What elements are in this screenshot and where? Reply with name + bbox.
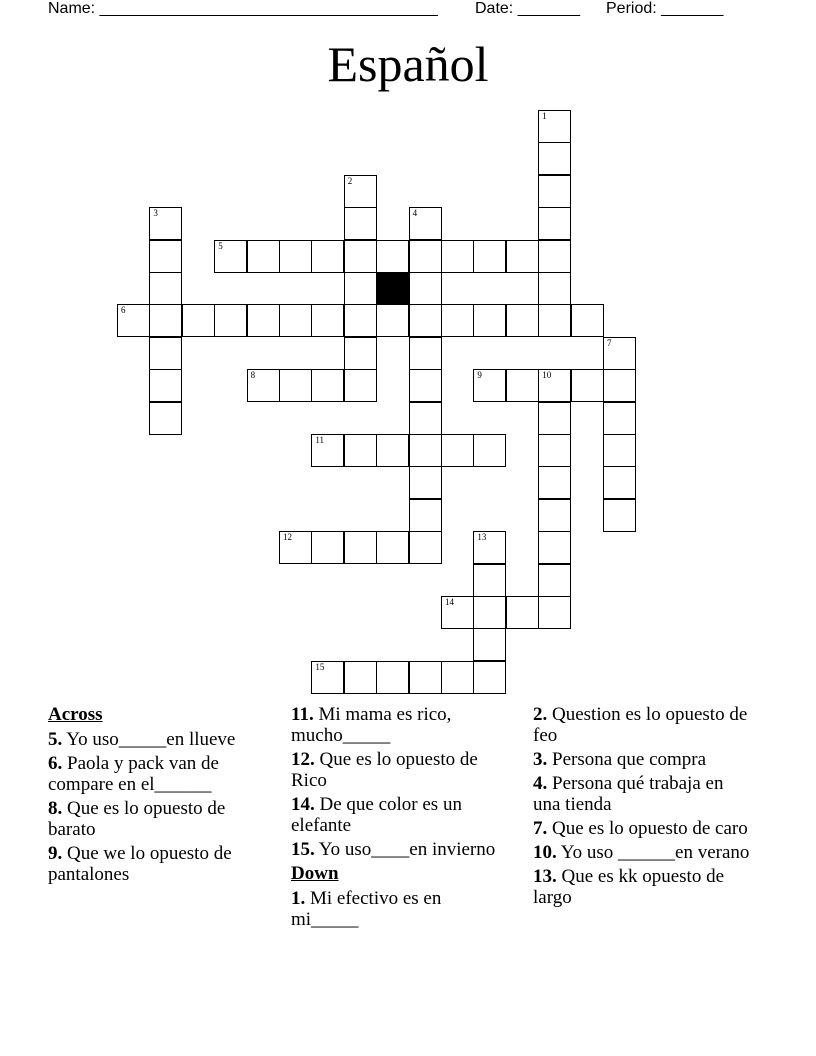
crossword-cell[interactable] [376,531,409,564]
clue-across-14: 14. De que color es un elefante [291,794,462,836]
clue-number: 3 [153,208,158,219]
crossword-cell[interactable] [376,304,409,337]
clue-number: 9 [477,370,482,381]
clue-across-8: 8. Que es lo opuesto de barato [48,798,226,840]
crossword-cell[interactable] [149,304,182,337]
crossword-cell[interactable] [149,369,182,402]
clues-column-3 [533,704,753,911]
crossword-cell[interactable] [538,499,571,532]
crossword-cell[interactable] [344,434,377,467]
puzzle-title: Español [327,36,489,92]
crossword-cell[interactable] [473,596,506,629]
clue-down-1: 1. Mi efectivo es en mi_____ [291,888,442,930]
crossword-cell[interactable] [409,272,442,305]
crossword-cell[interactable] [409,466,442,499]
crossword-cell[interactable] [247,304,280,337]
crossword-cell[interactable] [538,175,571,208]
clue-down-10: 10. Yo uso ______en verano [533,842,750,863]
crossword-cell[interactable] [603,369,636,402]
across-heading: Across [48,704,103,725]
crossword-cell[interactable] [409,499,442,532]
clue-down-13: 13. Que es kk opuesto de largo [533,866,725,908]
clue-number: 7 [607,337,612,348]
crossword-cell[interactable] [344,369,377,402]
clue-number: 5 [218,240,223,251]
crossword-cell[interactable] [149,337,182,370]
crossword-cell[interactable] [409,531,442,564]
clue-down-4: 4. Persona qué trabaja en una tienda [533,773,724,815]
clue-down-3: 3. Persona que compra [533,749,707,770]
crossword-cell[interactable] [538,207,571,240]
crossword-cell[interactable] [311,661,344,694]
crossword-cell[interactable] [149,272,182,305]
crossword-cell[interactable] [441,304,474,337]
crossword-cell[interactable] [149,207,182,240]
clue-number: 15 [315,661,325,672]
crossword-cell[interactable] [344,240,377,273]
clue-across-6: 6. Paola y pack van de compare en el______ [48,753,219,795]
crossword-cell[interactable] [473,304,506,337]
crossword-cell[interactable] [473,369,506,402]
crossword-cell[interactable] [441,661,474,694]
crossword-cell[interactable] [409,661,442,694]
clue-number: 1 [542,111,547,121]
crossword-cell[interactable] [344,661,377,694]
crossword-cell[interactable] [538,369,571,402]
clue-across-5: 5. Yo uso_____en llueve [48,729,236,750]
crossword-cell[interactable] [344,304,377,337]
crossword-cell[interactable] [473,661,506,694]
crossword-cell[interactable] [409,434,442,467]
clue-across-11: 11. Mi mama es rico, mucho_____ [291,704,452,746]
crossword-cell[interactable] [538,272,571,305]
down-heading: Down [291,863,339,884]
crossword-cell[interactable] [506,596,539,629]
crossword-cell[interactable] [473,531,506,564]
clue-across-15: 15. Yo uso____en invierno [291,839,496,860]
crossword-cell[interactable] [473,434,506,467]
period-field[interactable]: Period: _______ [606,0,724,17]
clue-number: 12 [283,532,292,543]
crossword-cell[interactable] [279,369,312,402]
clues-column-2 [291,704,511,933]
crossword-cell[interactable] [311,531,344,564]
crossword-cell[interactable] [538,240,571,273]
crossword-cell[interactable] [538,304,571,337]
crossword-cell[interactable] [344,531,377,564]
crossword-cell[interactable] [538,564,571,597]
crossword-cell[interactable] [409,304,442,337]
crossword-cell[interactable] [376,434,409,467]
clue-number: 8 [250,370,256,381]
crossword-cell[interactable] [571,304,604,337]
crossword-cell[interactable] [538,434,571,467]
crossword-cell[interactable] [441,434,474,467]
crossword-cell[interactable] [311,434,344,467]
crossword-cell[interactable] [473,564,506,597]
crossword-cell[interactable] [441,596,474,629]
crossword-cell[interactable] [117,304,150,337]
crossword-cell[interactable] [409,369,442,402]
crossword-cell[interactable] [409,240,442,273]
clues-column-1 [48,704,268,888]
crossword-cell[interactable] [149,240,182,273]
clue-number: 10 [542,370,552,381]
crossword-cell[interactable] [344,207,377,240]
crossword-cell[interactable] [603,434,636,467]
crossword-cell[interactable] [279,531,312,564]
crossword-cell[interactable] [247,369,280,402]
crossword-cell[interactable] [247,240,280,273]
crossword-cell[interactable] [214,240,247,273]
crossword-cell[interactable] [603,466,636,499]
clue-number: 11 [315,435,325,445]
crossword-cell[interactable] [538,110,571,143]
crossword-cell[interactable] [538,142,571,175]
crossword-cell[interactable] [311,240,344,273]
clue-across-12: 12. Que es lo opuesto de Rico [291,749,478,791]
crossword-cell[interactable] [571,369,604,402]
crossword-cell[interactable] [441,240,474,273]
crossword-cell[interactable] [506,369,539,402]
crossword-cell[interactable] [473,240,506,273]
crossword-cell[interactable] [214,304,247,337]
crossword-cell[interactable] [409,402,442,435]
crossword-cell[interactable] [311,369,344,402]
clue-number: 14 [445,597,454,607]
clue-across-9: 9. Que we lo opuesto de pantalones [48,843,232,885]
crossword-cell[interactable] [376,661,409,694]
crossword-cell[interactable] [182,304,215,337]
clue-number: 4 [412,208,418,219]
crossword-cell[interactable] [603,499,636,532]
clue-number: 2 [347,175,353,186]
crossword-cell[interactable] [344,175,377,208]
crossword-cell[interactable] [506,240,539,273]
crossword-cell[interactable] [311,304,344,337]
crossword-cell[interactable] [603,402,636,435]
crossword-cell[interactable] [409,207,442,240]
clue-down-2: 2. Question es lo opuesto de feo [533,704,748,746]
clue-number: 6 [121,305,126,316]
date-field[interactable]: Date: _______ [475,0,580,17]
crossword-cell[interactable] [538,466,571,499]
crossword-cell[interactable] [344,272,377,305]
crossword-cell[interactable] [344,337,377,370]
crossword-cell[interactable] [279,240,312,273]
crossword-cell[interactable] [506,304,539,337]
crossword-cell[interactable] [473,628,506,661]
crossword-cell[interactable] [279,304,312,337]
crossword-cell[interactable] [603,337,636,370]
crossword-cell[interactable] [538,402,571,435]
crossword-cell[interactable] [538,596,571,629]
crossword-cell[interactable] [376,240,409,273]
crossword-cell[interactable] [409,337,442,370]
clue-down-7: 7. Que es lo opuesto de caro [533,818,748,839]
crossword-cell[interactable] [538,531,571,564]
crossword-cell[interactable] [149,402,182,435]
black-square [376,272,409,305]
clue-number: 13 [477,532,487,543]
name-field[interactable]: Name: ______________________________________ [48,0,438,17]
